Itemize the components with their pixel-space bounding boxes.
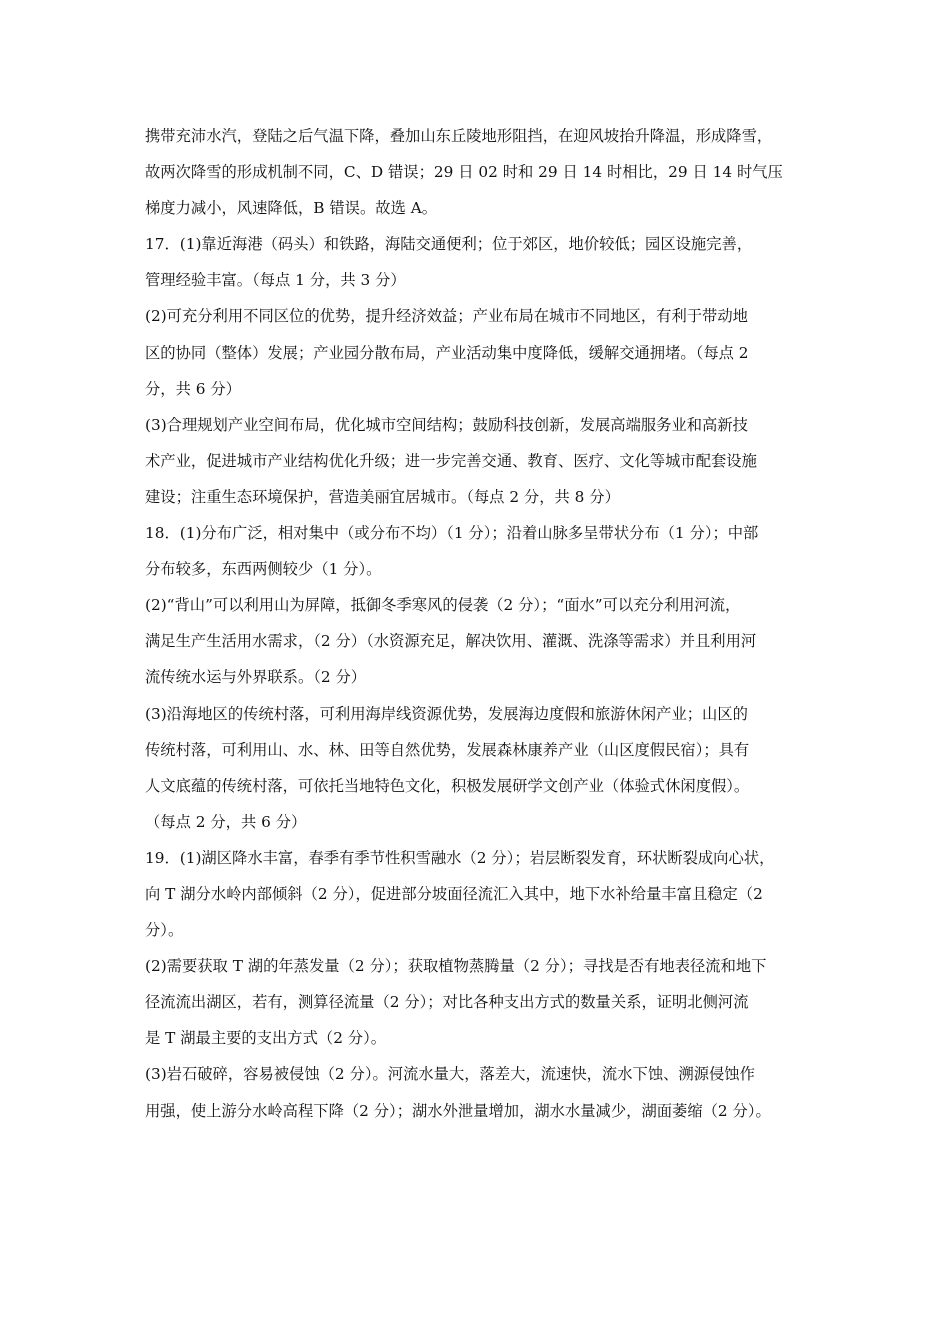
- text-line: 分布较多，东西两侧较少（1 分）。: [145, 560, 382, 579]
- text-line: (2)需要获取 T 湖的年蒸发量（2 分）；获取植物蒸腾量（2 分）；寻找是否有地表径流和地下: [145, 957, 767, 976]
- text-line: 19．(1)湖区降水丰富，春季有季节性积雪融水（2 分）；岩层断裂发育，环状断裂成向心状，: [145, 848, 775, 867]
- text-line: 分）。: [145, 921, 184, 940]
- text-line: 携带充沛水汽，登陆之后气温下降，叠加山东丘陵地形阻挡，在迎风坡抬升降温，形成降雪，: [145, 127, 773, 145]
- text-line: 17．(1)靠近海港（码头）和铁路，海陆交通便利；位于郊区，地价较低；园区设施完善，: [145, 235, 753, 254]
- text-line: 18．(1)分布广泛，相对集中（或分布不均）（1 分）；沿着山脉多呈带状分布（1 分）；中部: [145, 524, 759, 543]
- text-line: (2)可充分利用不同区位的优势，提升经济效益；产业布局在城市不同地区，有利于带动地: [145, 307, 748, 326]
- text-line: 管理经验丰富。（每点 1 分，共 3 分）: [145, 271, 406, 290]
- text-line: 术产业，促进城市产业结构优化升级；进一步完善交通、教育、医疗、文化等城市配套设施: [145, 451, 757, 470]
- text-line: (3)岩石破碎，容易被侵蚀（2 分）。河流水量大，落差大，流速快，流水下蚀、溯源侵蚀作: [145, 1065, 755, 1084]
- text-line: 向 T 湖分水岭内部倾斜（2 分），促进部分坡面径流汇入其中，地下水补给量丰富且稳定（2: [145, 884, 763, 903]
- text-line: (3)合理规划产业空间布局，优化城市空间结构；鼓励科技创新，发展高端服务业和高新技: [145, 415, 748, 434]
- text-line: 建设；注重生态环境保护，营造美丽宜居城市。（每点 2 分，共 8 分）: [145, 487, 620, 506]
- text-line: (3)沿海地区的传统村落，可利用海岸线资源优势，发展海边度假和旅游休闲产业；山区的: [145, 704, 748, 723]
- text-line: 故两次降雪的形成机制不同，C、D 错误；29 日 02 时和 29 日 14 时相比，29 日 14 时气压: [145, 163, 783, 182]
- text-line: （每点 2 分，共 6 分）: [145, 812, 307, 831]
- text-line: 梯度力减小，风速降低，B 错误。故选 A。: [145, 199, 438, 218]
- text-line: 传统村落，可利用山、水、林、田等自然优势，发展森林康养产业（山区度假民宿）；具有: [145, 740, 750, 759]
- text-line: 人文底蕴的传统村落，可依托当地特色文化，积极发展研学文创产业（体验式休闲度假）。: [145, 776, 750, 795]
- answer-text-block: [145, 118, 810, 1129]
- text-line: 区的协同（整体）发展；产业园分散布局，产业活动集中度降低，缓解交通拥堵。（每点 2: [145, 343, 749, 362]
- text-line: 用强，使上游分水岭高程下降（2 分）；湖水外泄量增加，湖水水量减少，湖面萎缩（2 分）。: [145, 1101, 771, 1120]
- text-line: 径流流出湖区，若有，测算径流量（2 分）；对比各种支出方式的数量关系，证明北侧河流: [145, 993, 749, 1012]
- text-line: (2)“背山”可以利用山为屏障，抵御冬季寒风的侵袭（2 分）；“面水”可以充分利用河流，: [145, 596, 741, 615]
- text-line: 是 T 湖最主要的支出方式（2 分）。: [145, 1029, 387, 1048]
- text-line: 分，共 6 分）: [145, 379, 241, 398]
- text-line: 流传统水运与外界联系。（2 分）: [145, 668, 367, 687]
- text-line: 满足生产生活用水需求，（2 分）（水资源充足，解决饮用、灌溉、洗涤等需求）并且利用河: [145, 632, 757, 651]
